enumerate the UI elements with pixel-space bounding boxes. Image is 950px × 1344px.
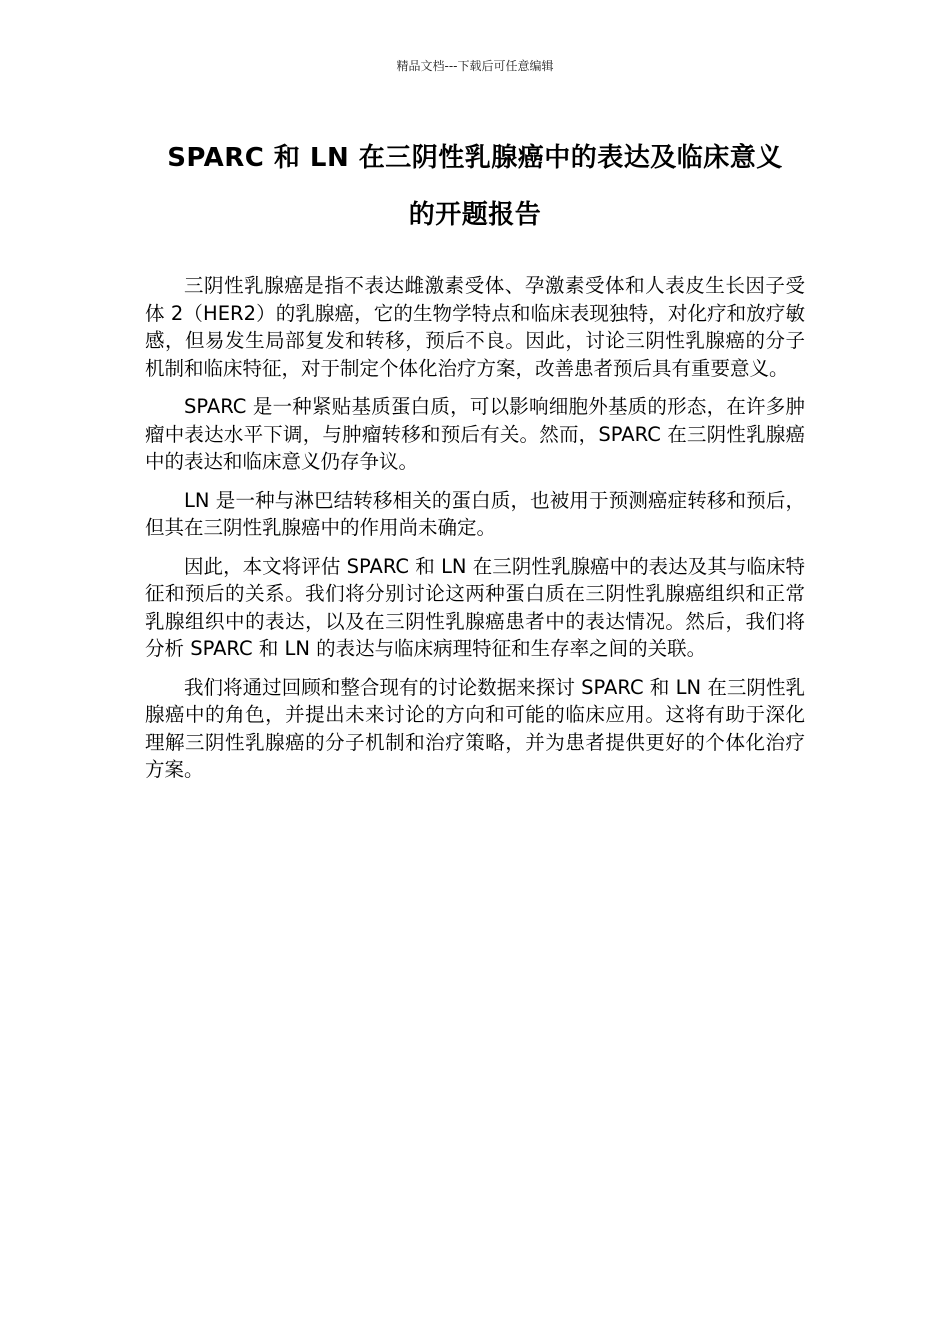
title-line-1: SPARC 和 LN 在三阴性乳腺癌中的表达及临床意义 [167,143,783,173]
document-body [145,272,805,795]
document-title [120,130,830,244]
paragraph-4: 因此，本文将评估 SPARC 和 LN 在三阴性乳腺癌中的表达及其与临床特征和预后的关系。我们将分别讨论这两种蛋白质在三阴性乳腺癌组织和正常乳腺组织中的表达，以及在三阴性乳腺癌患者中的表达情况。然后，我们将分析 SPARC 和 LN 的表达与临床病理特征和生存率之间的关联。 [145,554,805,660]
paragraph-2: SPARC 是一种紧贴基质蛋白质，可以影响细胞外基质的形态，在许多肿瘤中表达水平下调，与肿瘤转移和预后有关。然而，SPARC 在三阴性乳腺癌中的表达和临床意义仍存争议。 [145,395,805,473]
paragraph-1: 三阴性乳腺癌是指不表达雌激素受体、孕激素受体和人表皮生长因子受体 2（HER2）的乳腺癌，它的生物学特点和临床表现独特，对化疗和放疗敏感，但易发生局部复发和转移，预后不良。因此，讨论三阴性乳腺癌的分子机制和临床特征，对于制定个体化治疗方案，改善患者预后具有重要意义。 [145,274,805,380]
paragraph-3: LN 是一种与淋巴结转移相关的蛋白质，也被用于预测癌症转移和预后，但其在三阴性乳腺癌中的作用尚未确定。 [145,488,805,539]
paragraph-5: 我们将通过回顾和整合现有的讨论数据来探讨 SPARC 和 LN 在三阴性乳腺癌中的角色，并提出未来讨论的方向和可能的临床应用。这将有助于深化理解三阴性乳腺癌的分子机制和治疗策略，并为患者提供更好的个体化治疗方案。 [145,675,805,781]
title-line-2: 的开题报告 [408,200,542,230]
page-header: 精品文档---下载后可任意编辑 [396,59,554,73]
